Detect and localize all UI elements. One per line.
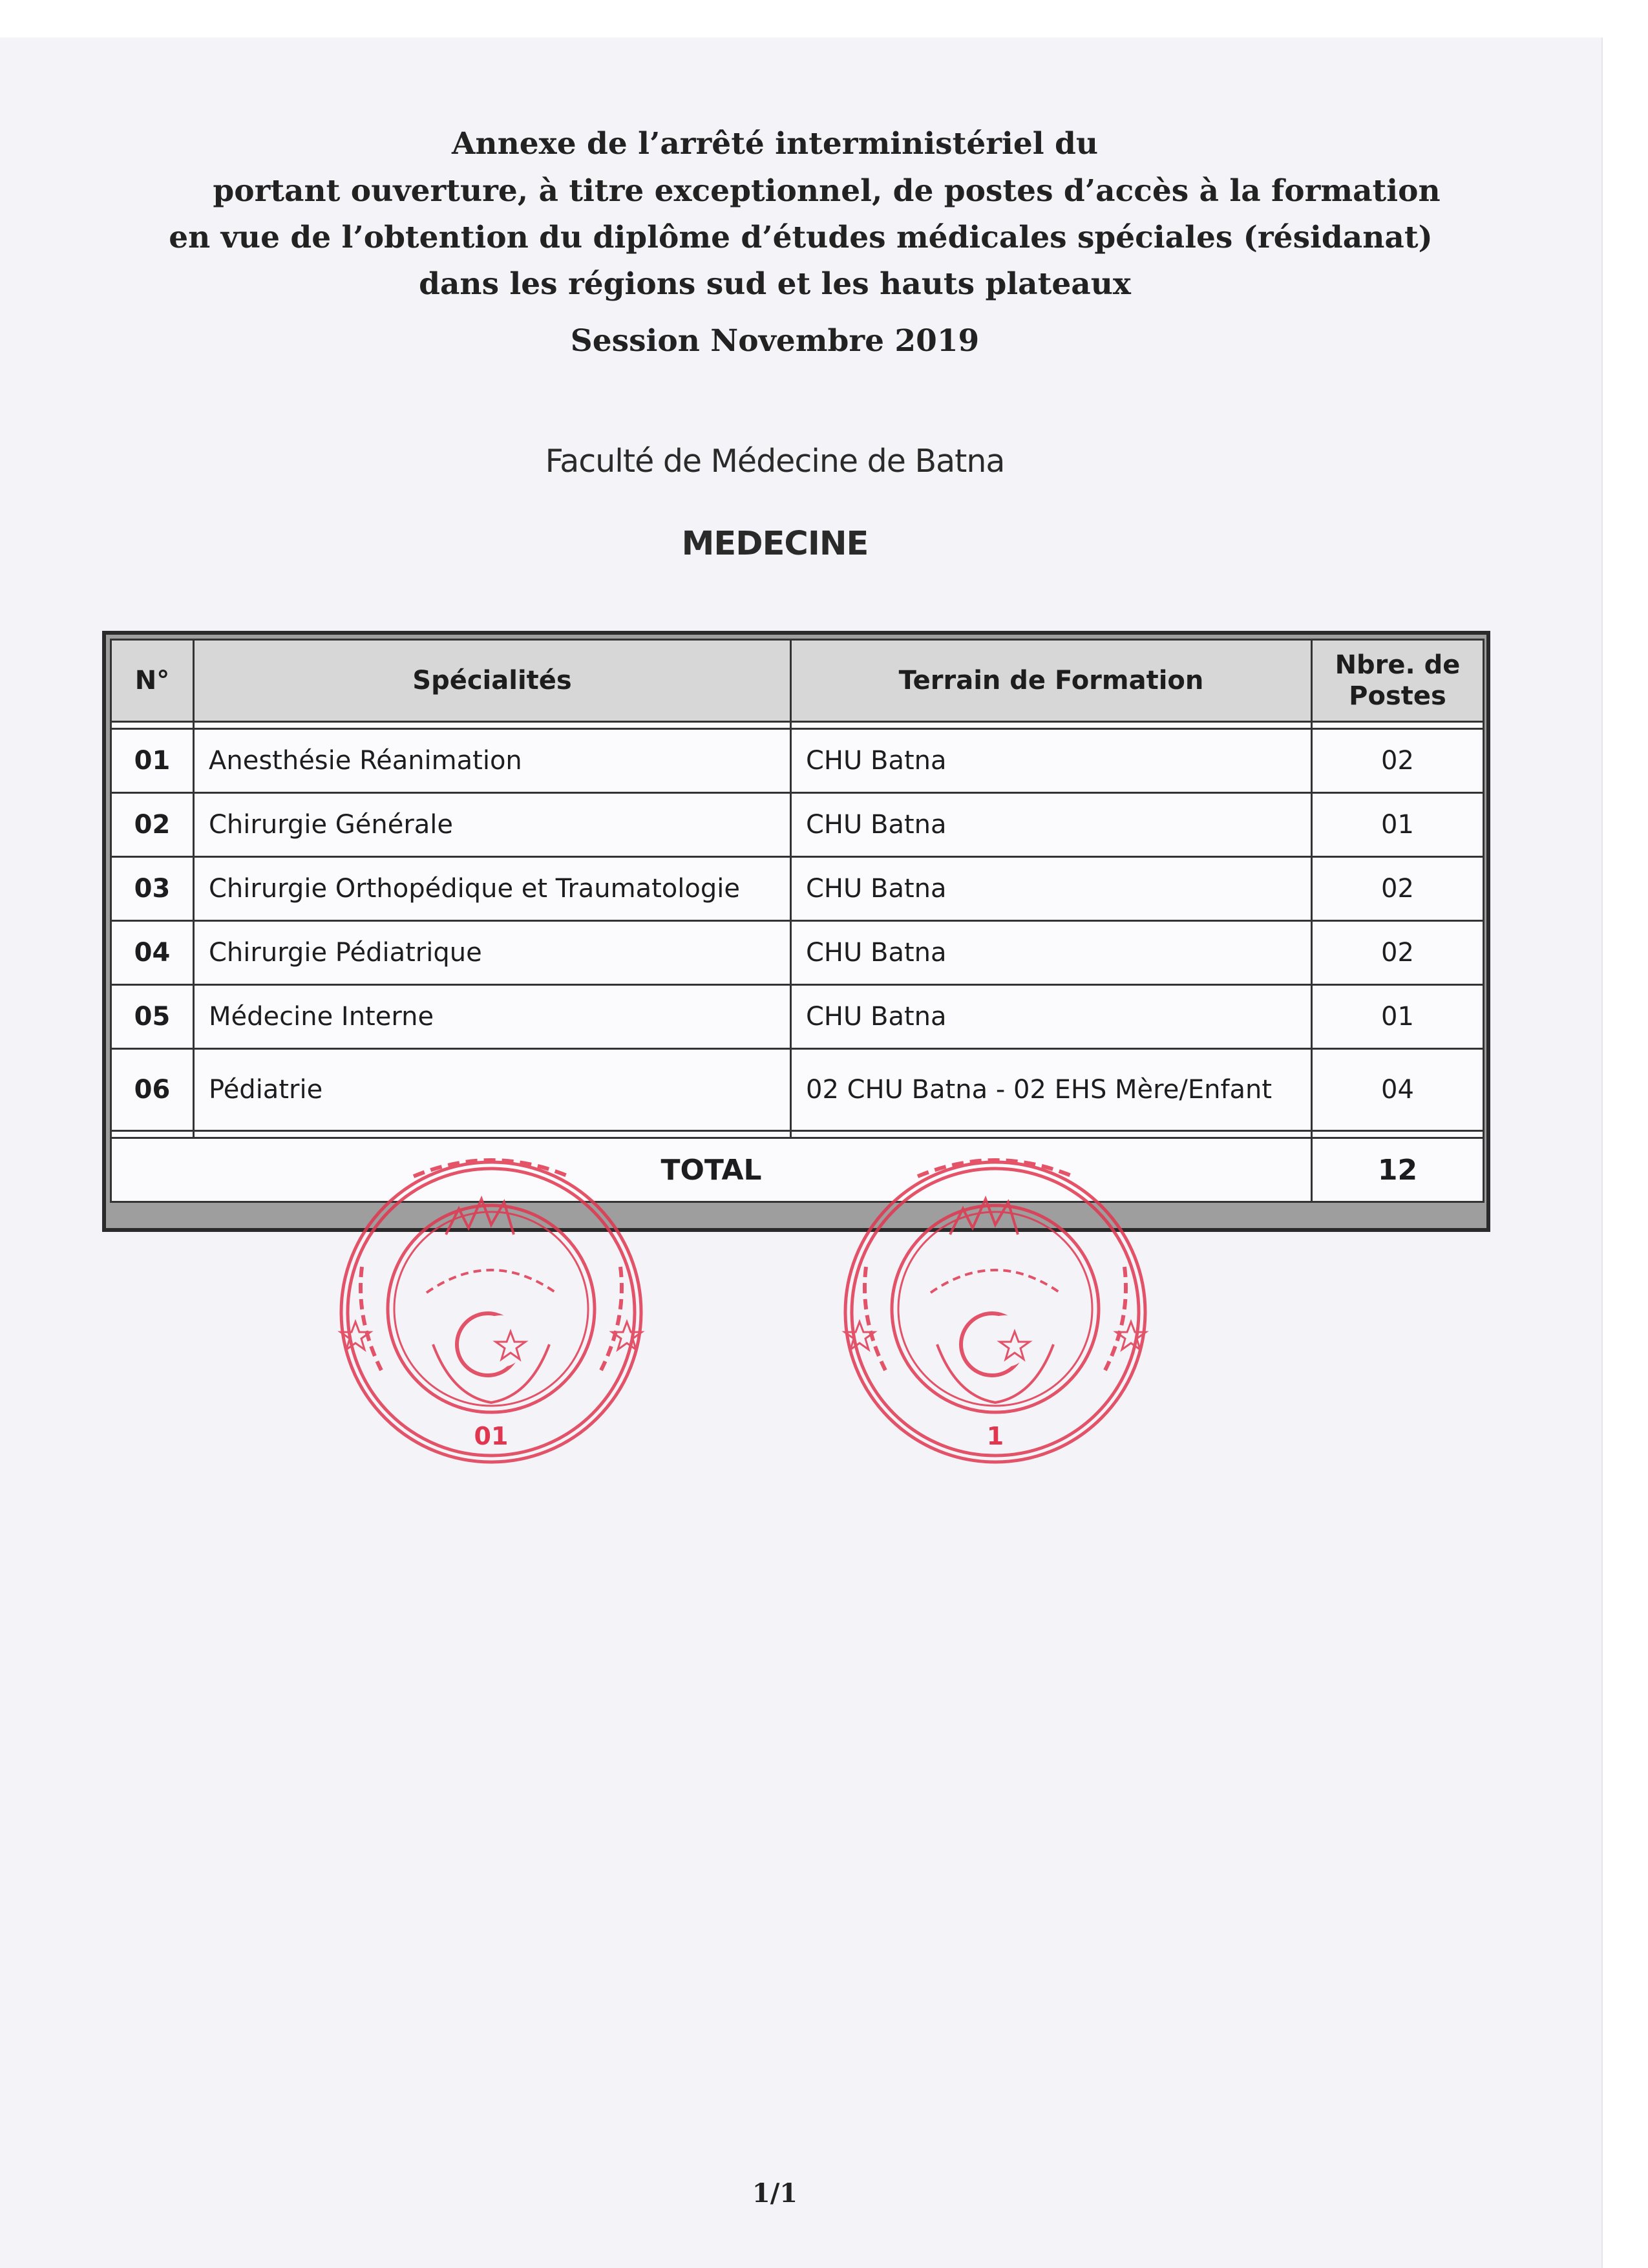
row-specialty: Chirurgie Orthopédique et Traumatologie <box>194 857 791 921</box>
table-row <box>111 793 1484 857</box>
total-value: 12 <box>1312 1138 1484 1202</box>
row-count: 02 <box>1312 729 1484 793</box>
table-row <box>111 985 1484 1049</box>
column-header-number: N° <box>111 640 194 722</box>
session-title: Session Novembre 2019 <box>570 323 980 359</box>
row-number: 05 <box>111 985 194 1049</box>
row-number: 03 <box>111 857 194 921</box>
table-row <box>111 921 1484 985</box>
table-row <box>111 857 1484 921</box>
table-spacer <box>111 1131 1484 1138</box>
row-specialty: Médecine Interne <box>194 985 791 1049</box>
row-specialty: Chirurgie Pédiatrique <box>194 921 791 985</box>
column-header-specialty: Spécialités <box>194 640 791 722</box>
row-number: 02 <box>111 793 194 857</box>
row-terrain: CHU Batna <box>791 921 1312 985</box>
row-count: 01 <box>1312 985 1484 1049</box>
row-count: 01 <box>1312 793 1484 857</box>
row-terrain: CHU Batna <box>791 857 1312 921</box>
annex-title-line-4: dans les régions sud et les hauts plateaux <box>419 266 1131 302</box>
row-specialty: Anesthésie Réanimation <box>194 729 791 793</box>
row-specialty: Pédiatrie <box>194 1049 791 1131</box>
stamp-right-number: 1 <box>986 1422 1004 1450</box>
page-number: 1/1 <box>752 2178 798 2209</box>
row-terrain: CHU Batna <box>791 793 1312 857</box>
row-terrain: 02 CHU Batna - 02 EHS Mère/Enfant <box>791 1049 1312 1131</box>
column-header-count: Nbre. de Postes <box>1312 640 1484 722</box>
row-count: 02 <box>1312 857 1484 921</box>
row-count: 04 <box>1312 1049 1484 1131</box>
official-stamp-left <box>336 1150 646 1474</box>
stamp-left-number: 01 <box>474 1422 509 1450</box>
row-number: 01 <box>111 729 194 793</box>
annex-title-line-1: Annexe de l’arrêté interministériel du <box>451 126 1099 162</box>
table-header-row <box>111 640 1484 722</box>
annex-title-line-2: portant ouverture, à titre exceptionnel, de postes d’accès à la formation <box>213 173 1441 209</box>
row-terrain: CHU Batna <box>791 729 1312 793</box>
table-row <box>111 1049 1484 1131</box>
positions-table <box>110 639 1484 1203</box>
row-number: 06 <box>111 1049 194 1131</box>
row-number: 04 <box>111 921 194 985</box>
column-header-terrain: Terrain de Formation <box>791 640 1312 722</box>
table-spacer <box>111 722 1484 729</box>
row-count: 02 <box>1312 921 1484 985</box>
table-total-row <box>111 1138 1484 1202</box>
official-stamp-right <box>840 1150 1150 1474</box>
total-label: TOTAL <box>111 1138 1312 1202</box>
annex-title-line-3: en vue de l’obtention du diplôme d’études médicales spéciales (résidanat) <box>169 220 1433 255</box>
table-row <box>111 729 1484 793</box>
faculty-name: Faculté de Médecine de Batna <box>545 443 1005 480</box>
section-title: MEDECINE <box>681 525 869 563</box>
row-specialty: Chirurgie Générale <box>194 793 791 857</box>
row-terrain: CHU Batna <box>791 985 1312 1049</box>
